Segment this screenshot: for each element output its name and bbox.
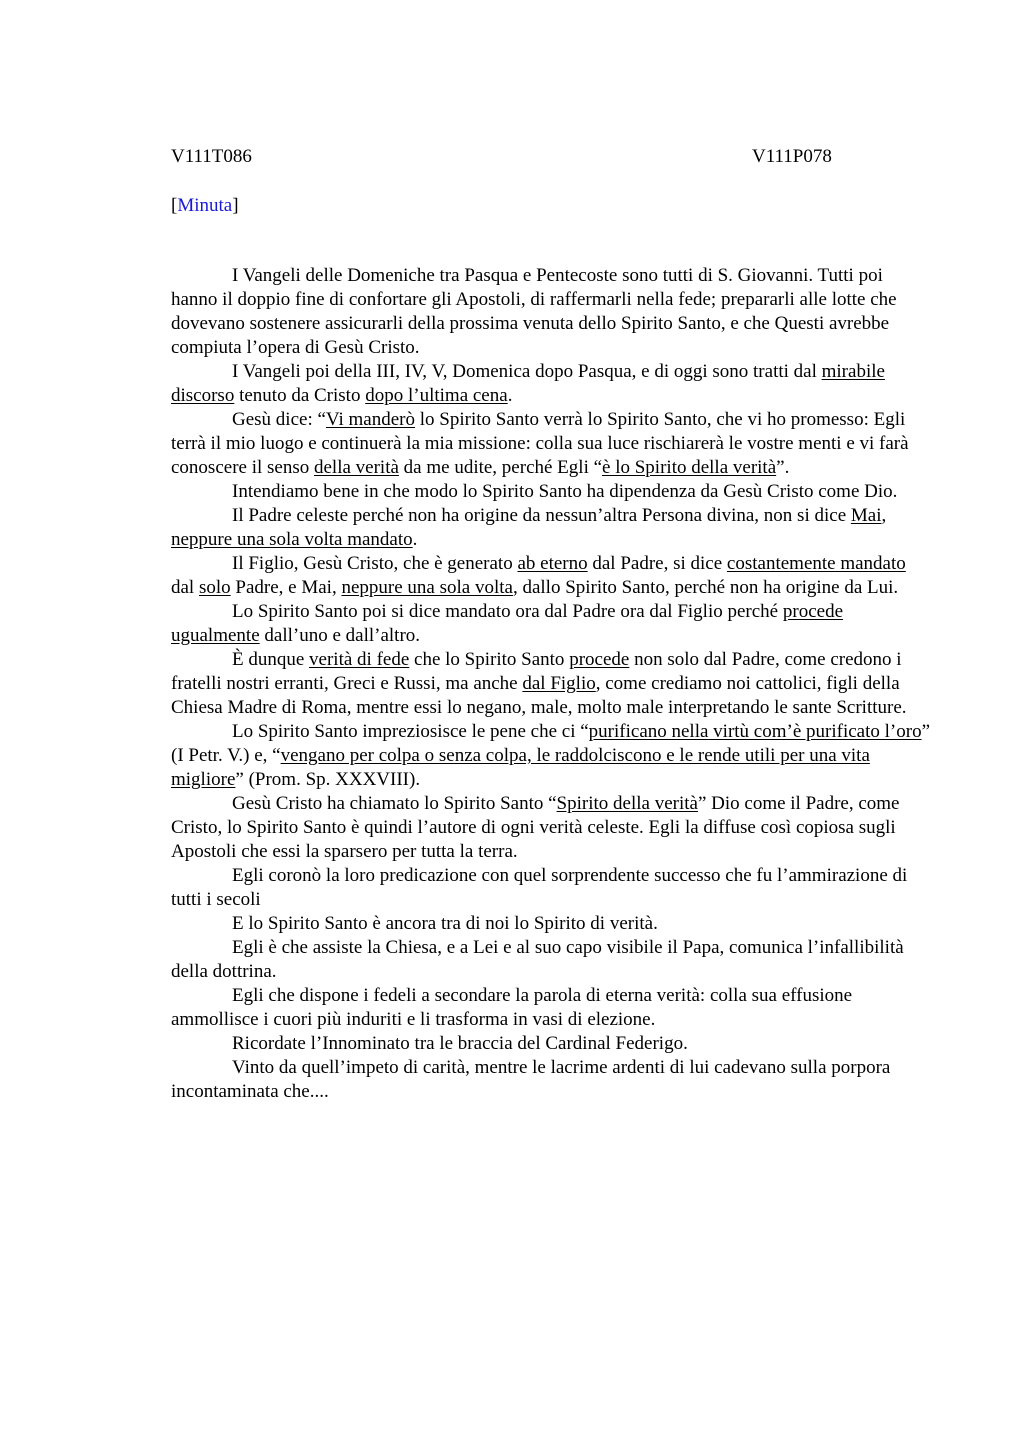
text-segment: ” Dio come il Padre, come Cristo, lo Spirito Santo è quindi l’autore di ogni verità celeste. Egli la diffuse così copiosa sugli Apostoli che essi la sparsero per tutta la terra.	[171, 793, 900, 862]
text-segment: Egli coronò la loro predicazione con quel sorprendente successo che fu l’ammirazione di tutti i secoli	[171, 865, 908, 910]
paragraph	[171, 1056, 931, 1104]
text-segment: , come crediamo noi cattolici, figli della Chiesa Madre di Roma, mentre essi lo negano, male, molto male interpretando le sante Scritture.	[171, 673, 907, 718]
text-segment: Egli è che assiste la Chiesa, e a Lei e al suo capo visibile il Papa, comunica l’infallibilità della dottrina.	[171, 937, 904, 982]
text-segment: È dunque	[232, 649, 310, 670]
underlined-text: vengano per colpa o senza colpa, le raddolciscono e le rende utili per una vita migliore	[171, 745, 870, 790]
text-segment: che lo Spirito Santo	[409, 649, 570, 670]
underlined-text: neppure una sola volta mandato	[171, 529, 413, 550]
paragraph	[171, 864, 931, 912]
underlined-text: ab eterno	[517, 553, 588, 574]
paragraph	[171, 792, 931, 864]
paragraph	[171, 360, 931, 408]
paragraph	[171, 912, 931, 936]
text-segment: ,	[881, 505, 887, 526]
paragraph	[171, 648, 931, 720]
paragraph	[171, 504, 931, 552]
text-segment: Egli che dispone i fedeli a secondare la parola di eterna verità: colla sua effusione ammollisce i cuori più induriti e li trasforma in vasi di elezione.	[171, 985, 853, 1030]
body-text	[171, 264, 931, 1104]
document-page	[171, 145, 931, 1104]
text-segment: ” (I Petr. V.) e, “	[171, 721, 931, 766]
paragraph	[171, 984, 931, 1032]
text-segment: non solo dal Padre, come credono i fratelli nostri erranti, Greci e Russi, ma anche	[171, 649, 902, 694]
paragraph	[171, 720, 931, 792]
text-segment: Ricordate l’Innominato tra le braccia del Cardinal Federigo.	[232, 1033, 688, 1054]
underlined-text: dopo l’ultima cena	[365, 385, 508, 406]
text-segment: ” (Prom. Sp. XXXVIII).	[235, 769, 421, 790]
text-segment: lo Spirito Santo verrà lo Spirito Santo, che vi ho promesso: Egli terrà il mio luogo e continuerà la mia missione: colla sua luce rischiarerà le vostre menti e vi farà conoscere il senso	[171, 409, 909, 478]
text-segment: Lo Spirito Santo impreziosisce le pene che ci “	[232, 721, 589, 742]
page-code-right: V111P078	[752, 146, 832, 167]
text-segment: dall’uno e dall’altro.	[259, 625, 421, 646]
underlined-text: solo	[198, 577, 231, 598]
underlined-text: dal Figlio	[522, 673, 596, 694]
underlined-text: mirabile discorso	[171, 361, 885, 406]
text-segment: .	[507, 385, 513, 406]
underlined-text: della verità	[313, 457, 399, 478]
paragraph	[171, 600, 931, 648]
text-segment: I Vangeli delle Domeniche tra Pasqua e Pentecoste sono tutti di S. Giovanni. Tutti poi hanno il doppio fine di confortare gli Apostoli, di raffermarli nella fede; prepararli alle lotte che dovevano sostenere assicurarli della prossima venuta dello Spirito Santo, e che Questi avrebbe compiuta l’opera di Gesù Cristo.	[171, 265, 897, 358]
underlined-text: Vi manderò	[325, 409, 415, 430]
underlined-text: procede ugualmente	[171, 601, 844, 646]
text-segment: .	[412, 529, 418, 550]
minuta-link[interactable]: Minuta	[177, 195, 233, 216]
text-segment: da me udite, perché Egli “	[398, 457, 603, 478]
text-segment: E lo Spirito Santo è ancora tra di noi lo Spirito di verità.	[232, 913, 658, 934]
paragraph	[171, 408, 931, 480]
underlined-text: Spirito della verità	[556, 793, 698, 814]
text-segment: Padre, e Mai,	[230, 577, 342, 598]
text-segment: tenuto da Cristo	[234, 385, 366, 406]
text-segment: dal	[171, 577, 199, 598]
paragraph	[171, 1032, 931, 1056]
text-segment: Intendiamo bene in che modo lo Spirito Santo ha dipendenza da Gesù Cristo come Dio.	[232, 481, 898, 502]
underlined-text: costantemente mandato	[726, 553, 906, 574]
text-segment: Il Padre celeste perché non ha origine da nessun’altra Persona divina, non si dice	[232, 505, 851, 526]
paragraph	[171, 936, 931, 984]
minuta-close-bracket: ]	[232, 195, 239, 216]
underlined-text: procede	[569, 649, 630, 670]
text-segment: Vinto da quell’impeto di carità, mentre le lacrime ardenti di lui cadevano sulla porpora incontaminata che....	[171, 1057, 891, 1102]
text-segment: Lo Spirito Santo poi si dice mandato ora dal Padre ora dal Figlio perché	[232, 601, 783, 622]
text-segment: I Vangeli poi della III, IV, V, Domenica dopo Pasqua, e di oggi sono tratti dal	[232, 361, 822, 382]
text-segment: dal Padre, si dice	[587, 553, 727, 574]
underlined-text: purificano nella virtù com’è purificato l’oro	[588, 721, 922, 742]
minuta-open-bracket: [	[171, 195, 178, 216]
underlined-text: è lo Spirito della verità	[602, 457, 777, 478]
underlined-text: Mai	[850, 505, 882, 526]
paragraph	[171, 480, 931, 504]
text-segment: ”.	[776, 457, 790, 478]
document-header	[171, 145, 931, 169]
text-segment: , dallo Spirito Santo, perché non ha origine da Lui.	[512, 577, 899, 598]
text-segment: Gesù Cristo ha chiamato lo Spirito Santo “	[232, 793, 557, 814]
underlined-text: verità di fede	[309, 649, 410, 670]
text-segment: Il Figlio, Gesù Cristo, che è generato	[232, 553, 518, 574]
underlined-text: neppure una sola volta	[341, 577, 513, 598]
paragraph	[171, 552, 931, 600]
text-segment: Gesù dice: “	[232, 409, 326, 430]
document-code-left: V111T086	[171, 146, 252, 167]
paragraph	[171, 264, 931, 360]
minuta-label-line	[171, 194, 931, 218]
